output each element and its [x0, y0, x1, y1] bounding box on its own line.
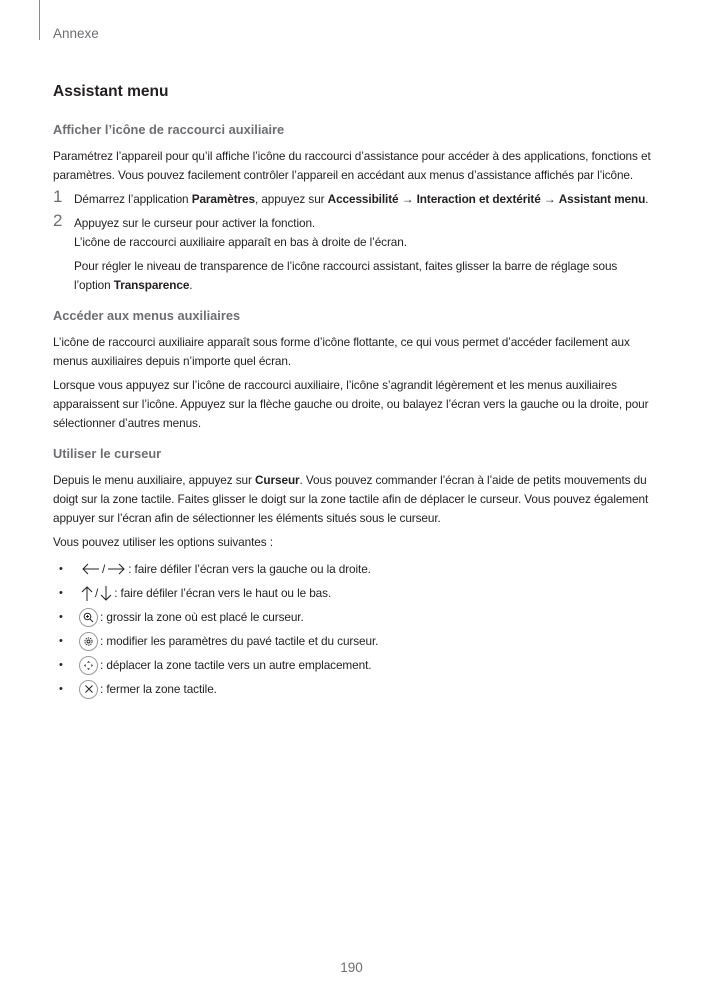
step-text: . [645, 192, 649, 206]
option-item-up-down [53, 581, 653, 605]
step-text: Pour régler le niveau de transparence de l’icône raccourci assistant, faites glisser la barre de réglage sous l’option [74, 259, 618, 292]
cursor-options-list [53, 557, 653, 701]
step-text: Démarrez l’application [74, 192, 192, 206]
cursor-paragraph-1 [53, 471, 653, 528]
option-item-move [53, 653, 653, 677]
step-1-text [74, 190, 653, 209]
shortcut-intro: Paramétrez l’appareil pour qu’il affiche l’icône du raccourci d’assistance pour accéder à des applications, fonctions et paramètres. Vous pouvez facilement contrôler l’appareil en accédant aux menus d’assistance affichés par l’icône. [53, 149, 651, 182]
arrow-separator: → [540, 192, 559, 206]
arrow-right-icon [107, 563, 126, 575]
page-content [53, 83, 653, 701]
arrow-left-icon [81, 563, 100, 575]
margin-rule [39, 0, 40, 40]
subsection-title-shortcut: Afficher l’icône de raccourci auxiliaire [53, 122, 285, 137]
step-2 [53, 211, 653, 295]
separator: / [95, 585, 99, 600]
option-text: : faire défiler l’écran vers la gauche ou la droite. [128, 561, 371, 576]
menus-paragraph-1: L’icône de raccourci auxiliaire apparaît sous forme d’icône flottante, ce qui vous permet d’accéder facilement aux menus auxiliaires depuis n’importe quel écran. [53, 335, 630, 368]
transparency-label: Transparence [113, 278, 190, 292]
step-2-line-3 [74, 257, 653, 295]
menus-paragraph-2: Lorsque vous appuyez sur l’icône de raccourci auxiliaire, l’icône s’agrandit légèrement et les menus auxiliaires apparaissent sur l’icône. Appuyez sur la flèche gauche ou droite, ou balayez l’écran vers la gauche ou la droite, pour sélectionner d’autres menus. [53, 378, 649, 430]
step-2-line-1: Appuyez sur le curseur pour activer la fonction. [74, 216, 316, 230]
zoom-icon [79, 608, 98, 627]
assistant-menu-label: Assistant menu [558, 192, 646, 206]
arrow-down-icon [100, 585, 112, 602]
cursor-paragraph-2: Vous pouvez utiliser les options suivantes : [53, 535, 273, 549]
step-text: , appuyez sur [254, 192, 328, 206]
body-text: Depuis le menu auxiliaire, appuyez sur [53, 473, 255, 487]
subsection-title-cursor: Utiliser le curseur [53, 446, 162, 461]
move-icon [79, 656, 98, 675]
step-text: . [189, 278, 193, 292]
settings-app-label: Paramètres [191, 192, 255, 206]
option-item-settings [53, 629, 653, 653]
subsection-title-menus: Accéder aux menus auxiliaires [53, 308, 241, 323]
option-item-zoom [53, 605, 653, 629]
option-text: : modifier les paramètres du pavé tactile et du curseur. [100, 633, 379, 648]
body-text: . Vous pouvez commander l’écran à l’aide de petits mouvements du doigt sur la zone tactile. Faites glisser le doigt sur la zone tactile afin de déplacer le curseur. Vous pouvez également appuyer sur l’écran afin de sélectionner les éléments situés sous le curseur. [53, 473, 649, 525]
step-1 [53, 187, 653, 209]
option-text: : déplacer la zone tactile vers un autre emplacement. [100, 657, 372, 672]
page-number: 190 [340, 960, 363, 975]
close-icon [79, 680, 98, 699]
option-text: : grossir la zone où est placé le curseur. [100, 609, 304, 624]
bullet: • [59, 683, 63, 695]
step-number: 1 [53, 187, 63, 206]
option-text: : fermer la zone tactile. [100, 681, 217, 696]
separator: / [102, 561, 106, 576]
option-text: : faire défiler l’écran vers le haut ou le bas. [114, 585, 332, 600]
bullet: • [59, 635, 63, 647]
option-item-close [53, 677, 653, 701]
cursor-label: Curseur [255, 473, 300, 487]
header-label: Annexe [53, 26, 99, 41]
arrow-separator: → [398, 192, 417, 206]
step-number: 2 [53, 211, 63, 230]
interaction-label: Interaction et dextérité [416, 192, 541, 206]
step-2-line-2: L’icône de raccourci auxiliaire apparaît en bas à droite de l’écran. [74, 235, 407, 249]
settings-icon [79, 632, 98, 651]
option-item-left-right [53, 557, 653, 581]
accessibility-label: Accessibilité [327, 192, 399, 206]
bullet: • [59, 563, 63, 575]
arrow-up-icon [81, 585, 93, 602]
bullet: • [59, 587, 63, 599]
bullet: • [59, 659, 63, 671]
section-title: Assistant menu [53, 83, 169, 100]
bullet: • [59, 611, 63, 623]
